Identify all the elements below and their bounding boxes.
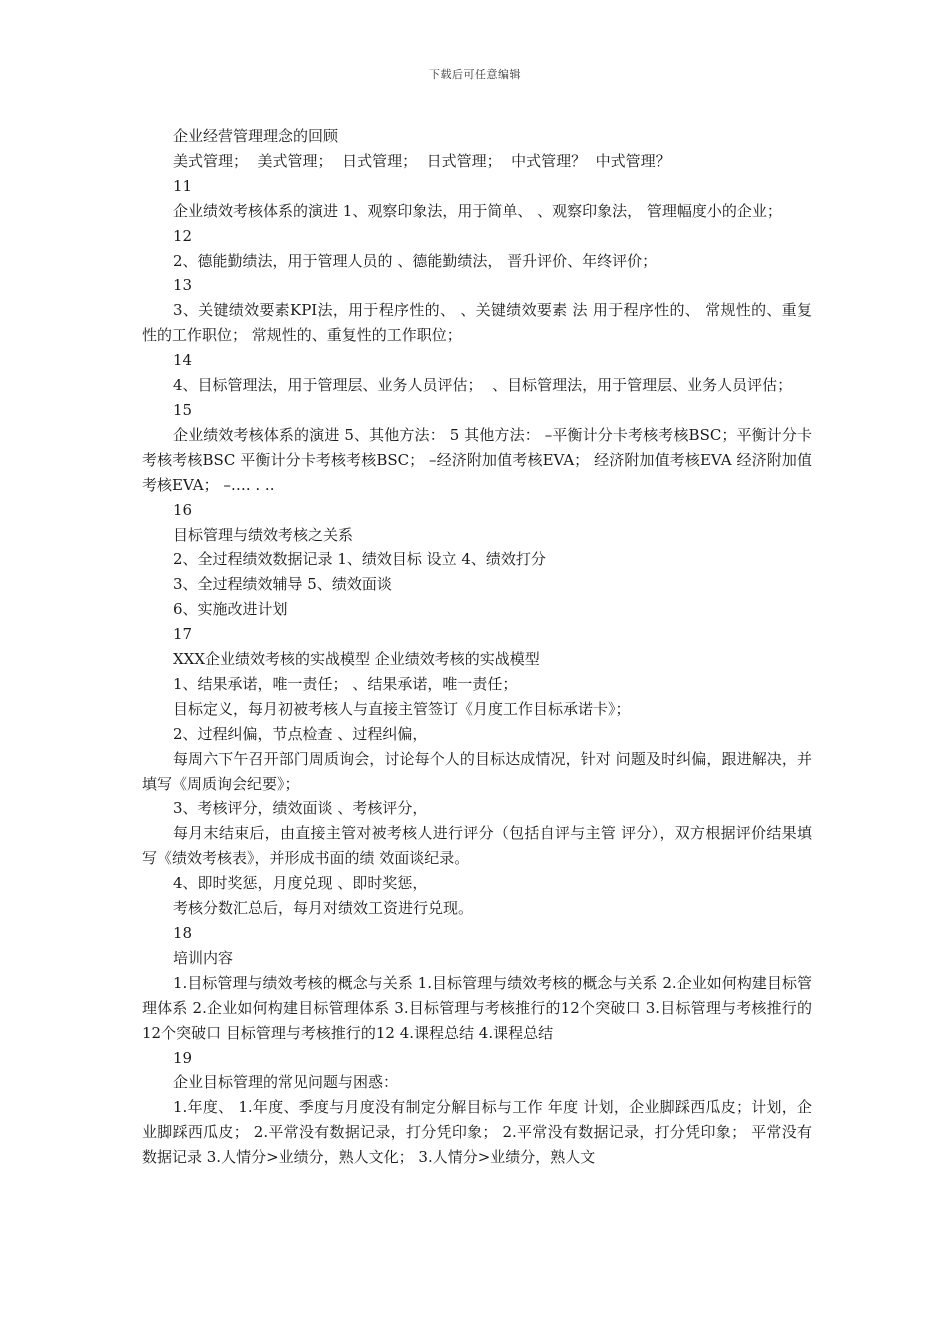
- section-title: 企业经营管理理念的回顾: [173, 127, 339, 145]
- slide-number: 13: [173, 276, 193, 295]
- paragraph: 1.年度、 1.年度、季度与月度没有制定分解目标与工作 年度 计划，企业脚踩西瓜皮；计划，企业脚踩西瓜皮； 2.平常没有数据记录，打分凭印象； 2.平常没有数据记录，打分凭印象； 平常没有数据记录 3.人情分>业绩分，熟人文化； 3.人情分>业绩分，熟人文: [142, 1098, 812, 1167]
- slide-number: 18: [173, 924, 193, 942]
- paragraph: 4、即时奖惩，月度兑现 、即时奖惩，: [173, 874, 428, 893]
- paragraph: 3、关键绩效要素KPI法，用于程序性的、 、关键绩效要素 法 用于程序性的、 常规性的、重复性的工作职位； 常规性的、重复性的工作职位；: [142, 301, 812, 345]
- paragraph: 2、全过程绩效数据记录 1、绩效目标 设立 4、绩效打分: [173, 550, 546, 569]
- paragraph: 目标定义，每月初被考核人与直接主管签订《月度工作目标承诺卡》；: [173, 699, 631, 718]
- document-body: [142, 124, 812, 1170]
- paragraph: 2、德能勤绩法，用于管理人员的 、德能勤绩法， 晋升评价、年终评价；: [173, 251, 658, 270]
- section-title: 培训内容: [173, 948, 234, 967]
- paragraph: 4、目标管理法，用于管理层、业务人员评估； 、目标管理法，用于管理层、业务人员评估；: [173, 376, 793, 395]
- paragraph: 企业绩效考核体系的演进 1、观察印象法，用于简单、 、观察印象法， 管理幅度小的企业；: [173, 201, 782, 220]
- paragraph: 1、结果承诺，唯一责任； 、结果承诺，唯一责任；: [173, 674, 518, 693]
- paragraph: 3、考核评分，绩效面谈 、考核评分，: [173, 799, 428, 818]
- slide-number: 19: [173, 1048, 193, 1067]
- slide-number: 11: [173, 176, 193, 195]
- paragraph: 2、过程纠偏，节点检查 、过程纠偏，: [173, 724, 428, 743]
- slide-number: 14: [173, 351, 193, 370]
- slide-number: 12: [173, 226, 193, 245]
- section-title: XXX企业绩效考核的实战模型 企业绩效考核的实战模型: [173, 650, 540, 669]
- paragraph: 6、实施改进计划: [173, 600, 288, 619]
- section-title: 目标管理与绩效考核之关系: [173, 525, 354, 544]
- paragraph: 美式管理； 美式管理； 日式管理； 日式管理； 中式管理？ 中式管理？: [173, 151, 671, 170]
- paragraph: 企业绩效考核体系的演进 5、其他方法： 5 其他方法： –平衡计分卡考核考核BSC；平衡计分卡考核考核BSC 平衡计分卡考核考核BSC； –经济附加值考核EVA； 经济附加值考核EVA 经济附加值考核EVA； –…. . ..: [142, 425, 812, 494]
- slide-number: 17: [173, 625, 193, 644]
- slide-number: 15: [173, 400, 193, 419]
- paragraph: 1.目标管理与绩效考核的概念与关系 1.目标管理与绩效考核的概念与关系 2.企业如何构建目标管理体系 2.企业如何构建目标管理体系 3.目标管理与考核推行的12个突破口 3.目标管理与考核推行的12个突破口 目标管理与考核推行的12 4.课程总结 4.课程总结: [142, 973, 812, 1042]
- paragraph: 每周六下午召开部门周质询会，讨论每个人的目标达成情况，针对 问题及时纠偏，跟进解决，并填写《周质询会纪要》；: [142, 749, 812, 793]
- paragraph: 每月末结束后，由直接主管对被考核人进行评分（包括自评与主管 评分），双方根据评价结果填写《绩效考核表》，并形成书面的绩 效面谈纪录。: [142, 824, 812, 868]
- paragraph: 考核分数汇总后，每月对绩效工资进行兑现。: [173, 899, 474, 918]
- page-header: 下载后可任意编辑: [429, 68, 521, 81]
- paragraph: 3、全过程绩效辅导 5、绩效面谈: [173, 575, 392, 594]
- slide-number: 16: [173, 500, 193, 519]
- section-title: 企业目标管理的常见问题与困惑：: [173, 1073, 399, 1092]
